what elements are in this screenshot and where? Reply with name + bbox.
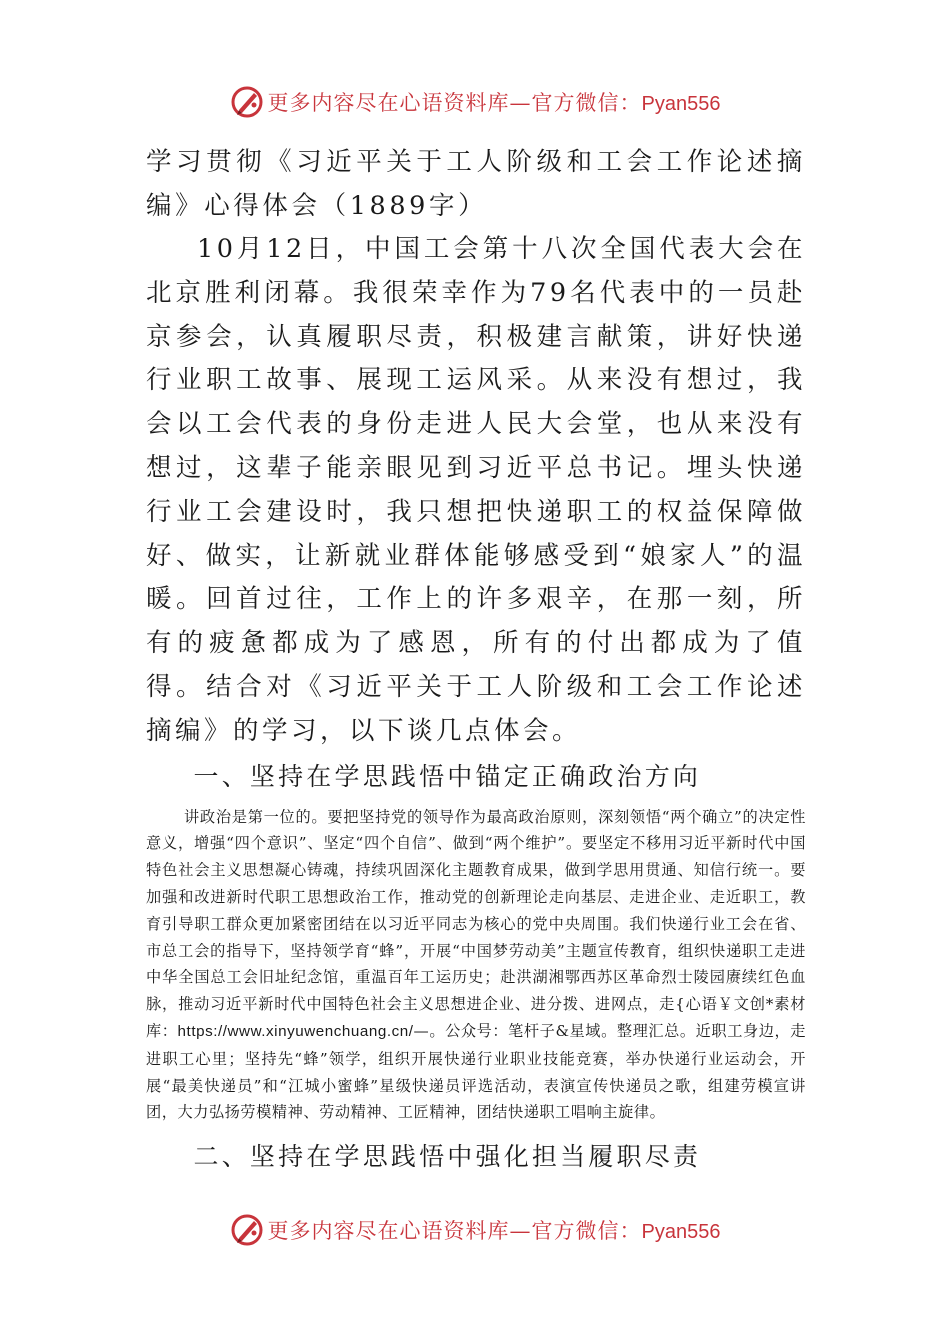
wechat-id: Pyan556: [641, 93, 721, 115]
document-body: [146, 140, 806, 1178]
footer-banner: [0, 1210, 950, 1250]
banner-text: 更多内容尽在心语资料库—官方微信：Pyan556: [267, 91, 721, 115]
intro-paragraph: 10月12日，中国工会第十八次全国代表大会在北京胜利闭幕。我很荣幸作为79名代表中的一员赴京参会，认真履职尽责，积极建言献策，讲好快递行业职工故事、展现工运风采。从来没有想过，我会以工会代表的身份走进人民大会堂，也从来没有想过，这辈子能亲眼见到习近平总书记。埋头快递行业工会建设时，我只想把快递职工的权益保障做好、做实，让新就业群体能够感受到“娘家人”的温暖。回首过往，工作上的许多艰辛，在那一刻，所有的疲惫都成为了感恩，所有的付出都成为了值得。结合对《习近平关于工人阶级和工会工作论述摘编》的学习，以下谈几点体会。: [146, 234, 806, 746]
section-heading-1: 一、坚持在学思践悟中锚定正确政治方向: [193, 761, 702, 791]
pen-logo-icon: [230, 1213, 264, 1247]
banner-text: 更多内容尽在心语资料库—官方微信：Pyan556: [267, 1219, 721, 1243]
header-banner: [0, 82, 950, 122]
wechat-id: Pyan556: [641, 1221, 721, 1243]
page-title: 学习贯彻《习近平关于工人阶级和工会工作论述摘编》心得体会（1889字）: [146, 147, 806, 221]
source-url: https://www.xinyuwenchuang.cn/: [177, 1022, 414, 1040]
section-heading-2: 二、坚持在学思践悟中强化担当履职尽责: [193, 1142, 702, 1172]
section-1-paragraph: 讲政治是第一位的。要把坚持党的领导作为最高政治原则，深刻领悟“两个确立”的决定性意义，增强“四个意识”、坚定“四个自信”、做到“两个维护”。要坚定不移用习近平新时代中国特色社会主义思想凝心铸魂，持续巩固深化主题教育成果，做到学思用贯通、知信行统一。要加强和改进新时代职工思想政治工作，推动党的创新理论走向基层、走进企业、走近职工，教育引导职工群众更加紧密团结在以习近平同志为核心的党中央周围。我们快递行业工会在省、市总工会的指导下，坚持领学育“蜂”，开展“中国梦劳动美”主题宣传教育，组织快递职工走进中华全国总工会旧址纪念馆，重温百年工运历史；赴洪湖湘鄂西苏区革命烈士陵园赓续红色血脉，推动习近平新时代中国特色社会主义思想进企业、进分拨、进网点，走{心语￥文创*素材库：https://www.xinyuwenchuang.cn/—。公众号：笔杆子&星域。整理汇总。近职工身边，走进职工心里；坚持先“蜂”领学，组织开展快递行业职业技能竞赛，举办快递行业运动会，开展“最美快递员”和“江城小蜜蜂”星级快递员评选活动，表演宣传快递员之歌，组建劳模宣讲团，大力弘扬劳模精神、劳动精神、工匠精神，团结快递职工唱响主旋律。: [146, 807, 806, 1122]
pen-logo-icon: [230, 85, 264, 119]
